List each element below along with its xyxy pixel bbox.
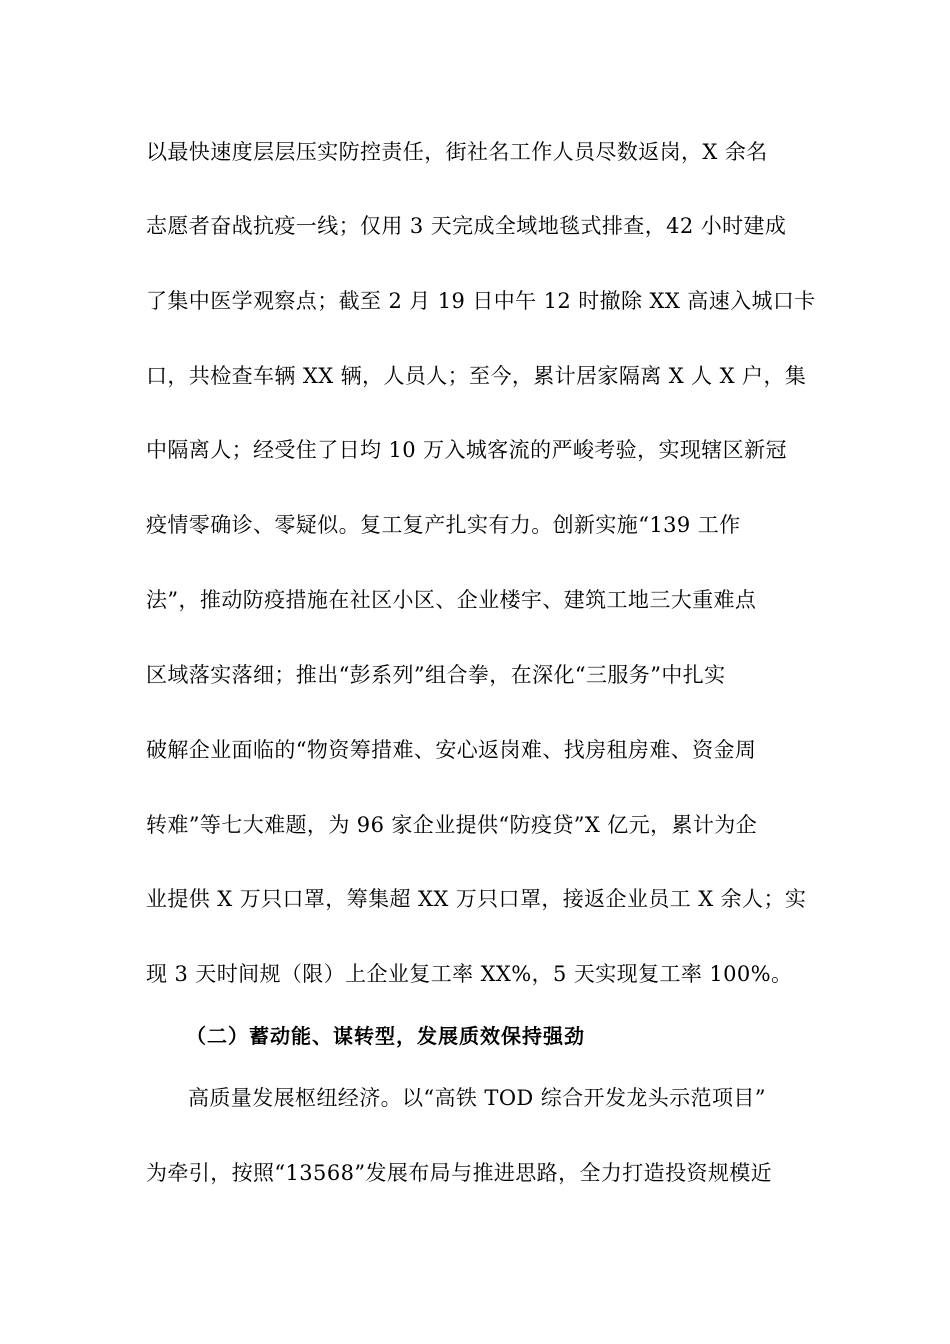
body-line: 破解企业面临的“物资筹措难、安心返岗难、找房租房难、资金周 [146, 738, 757, 762]
body-line: 疫情零确诊、零疑似。复工复产扎实有力。创新实施“139 工作 [146, 513, 741, 537]
body-line: 为牵引，按照“13568”发展布局与推进思路，全力打造投资规模近 [146, 1161, 773, 1185]
section-heading: （二）蓄动能、谋转型，发展质效保持强劲 [186, 1024, 585, 1048]
body-line: 高质量发展枢纽经济。以“高铁 TOD 综合开发龙头示范项目” [188, 1086, 766, 1110]
body-line: 了集中医学观察点；截至 2 月 19 日中午 12 时撤除 XX 高速入城口卡 [146, 289, 816, 313]
body-line: 中隔离人；经受住了日均 10 万入城客流的严峻考验，实现辖区新冠 [146, 438, 787, 462]
body-line: 志愿者奋战抗疫一线；仅用 3 天完成全域地毯式排查，42 小时建成 [146, 214, 787, 238]
body-line: 区域落实落细；推出“彭系列”组合拳，在深化“三服务”中扎实 [146, 663, 726, 687]
body-line: 现 3 天时间规（限）上企业复工率 XX%，5 天实现复工率 100%。 [146, 962, 793, 986]
body-line: 转难”等七大难题，为 96 家企业提供“防疫贷”X 亿元，累计为企 [146, 813, 758, 837]
body-line: 以最快速度层层压实防控责任，街社名工作人员尽数返岗，X 余名 [146, 140, 768, 164]
body-line: 口，共检查车辆 XX 辆，人员人；至今，累计居家隔离 X 人 X 户，集 [146, 364, 807, 388]
body-line: 业提供 X 万只口罩，筹集超 XX 万只口罩，接返企业员工 X 余人；实 [146, 887, 807, 911]
body-line: 法”，推动防疫措施在社区小区、企业楼宇、建筑工地三大重难点 [146, 588, 757, 612]
